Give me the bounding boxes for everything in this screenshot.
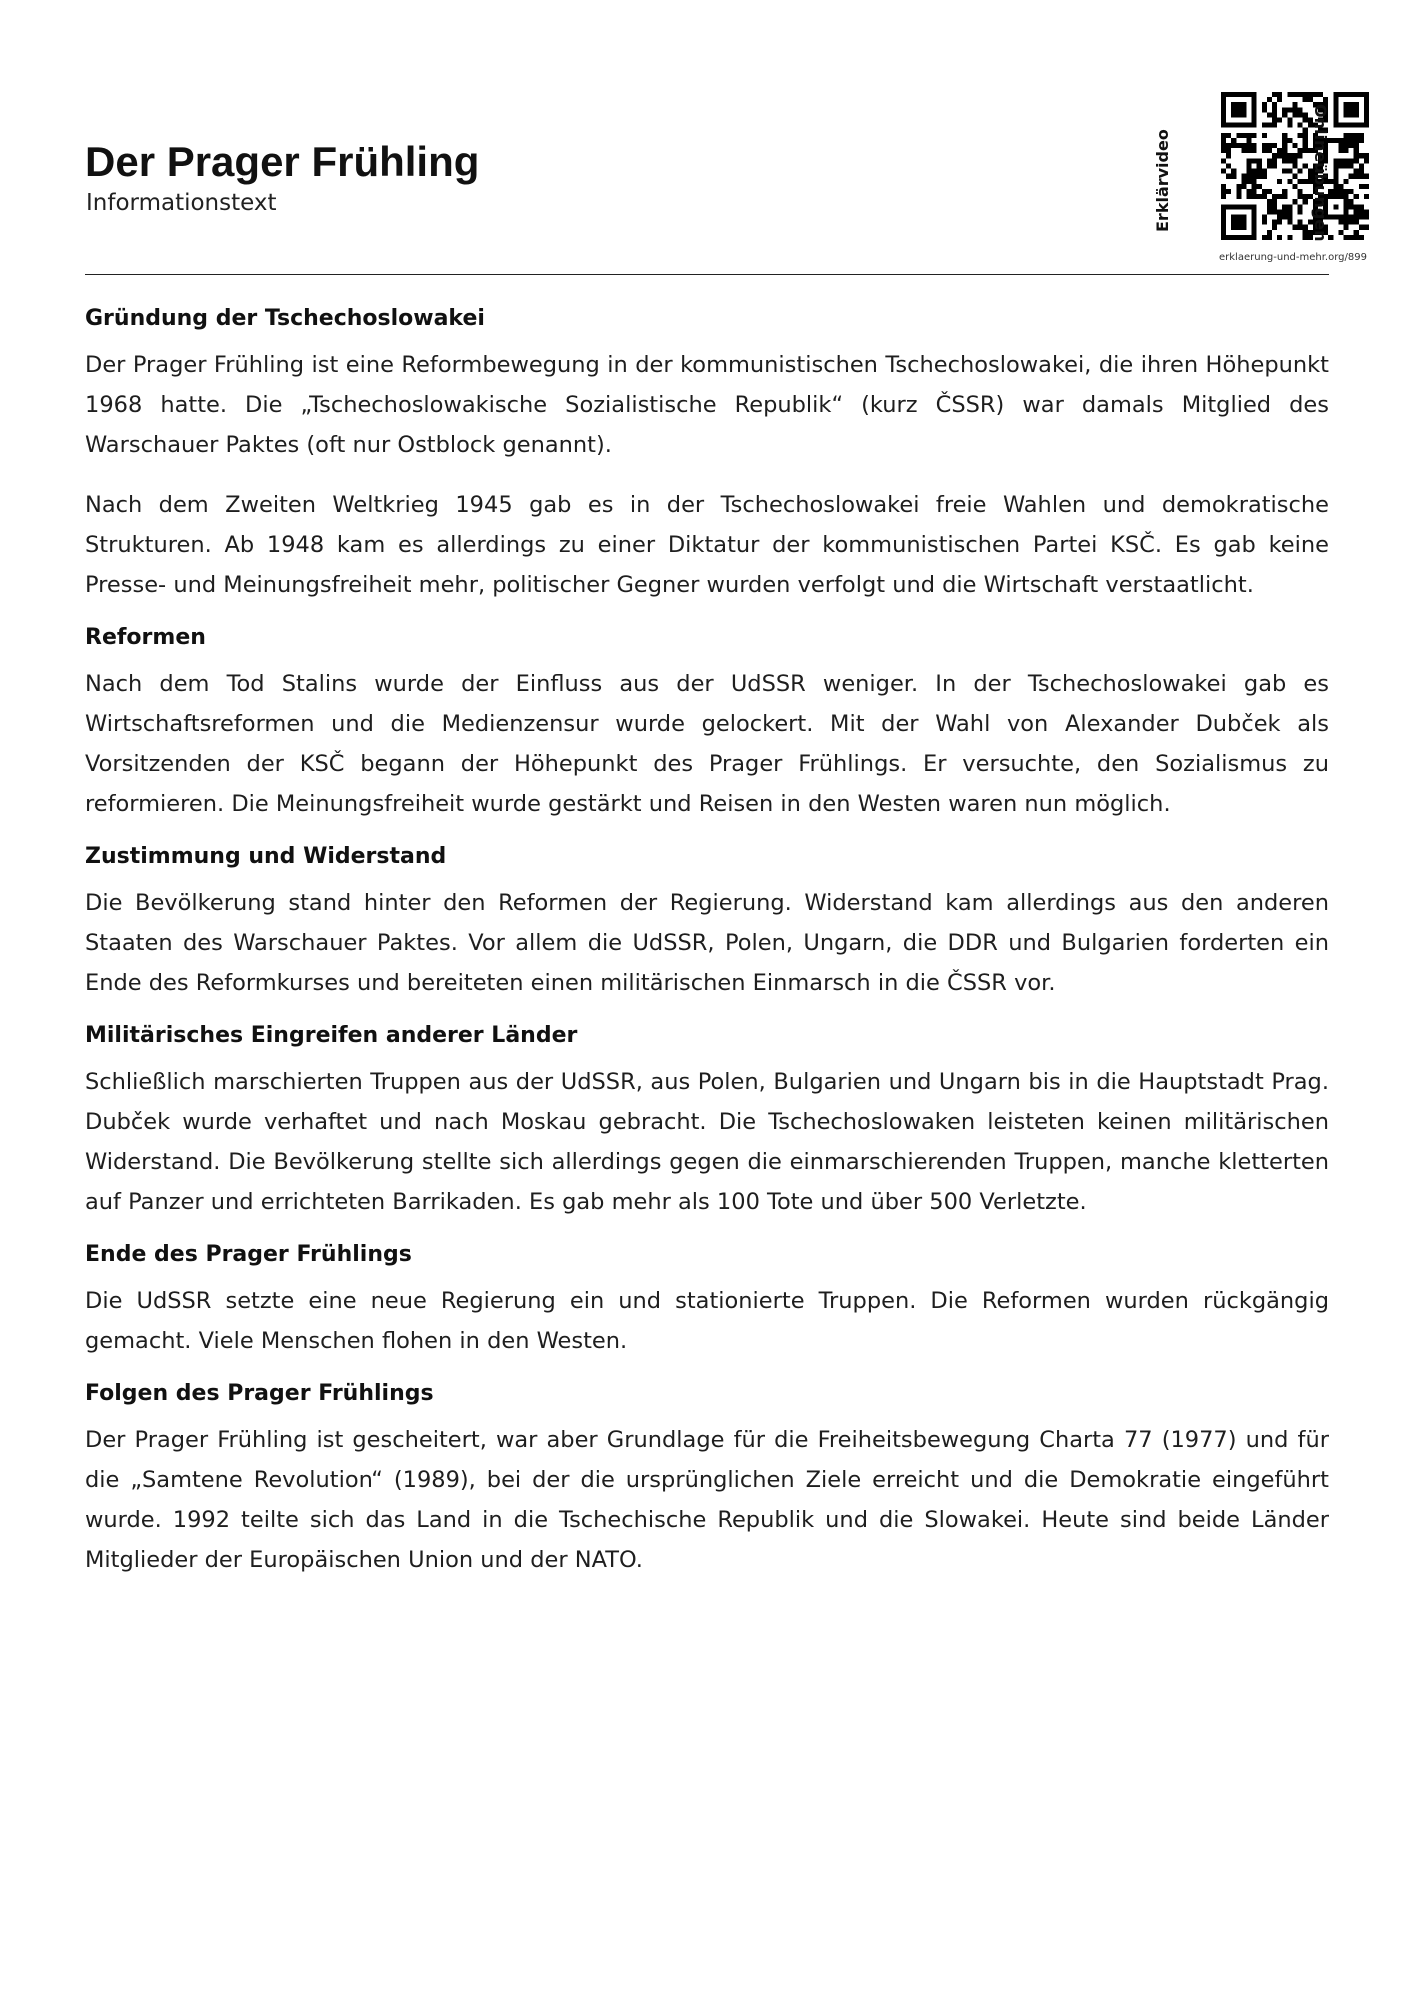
body-paragraph: Nach dem Zweiten Weltkrieg 1945 gab es in der Tschechoslowakei freie Wahlen und demokratische Strukturen. Ab 1948 kam es allerdings zu einer Diktatur der kommunistischen Partei KSČ. Es gab keine Presse- und Meinungsfreiheit mehr, politischer Gegner wurden verfolgt und die Wirtschaft verstaatlicht. (85, 492, 1329, 598)
page-subtitle: Informationstext (86, 190, 277, 216)
section-heading: Folgen des Prager Frühlings (85, 1381, 434, 1406)
section-heading: Militärisches Eingreifen anderer Länder (85, 1023, 578, 1048)
section-heading: Zustimmung und Widerstand (85, 844, 447, 869)
video-label: Erklärvideo (1153, 129, 1172, 232)
text-section (85, 1242, 1329, 1361)
section-heading: Reformen (85, 625, 206, 650)
main-content (85, 306, 1329, 1600)
text-section (85, 1023, 1329, 1222)
body-paragraph: Der Prager Frühling ist eine Reformbewegung in der kommunistischen Tschechoslowakei, die ihren Höhepunkt 1968 hatte. Die „Tschechoslowakische Sozialistische Republik“ (kurz ČSSR) war damals Mitglied des Warschauer Paktes (oft nur Ostblock genannt). (85, 352, 1329, 458)
page-header (85, 0, 1367, 276)
body-paragraph: Der Prager Frühling ist gescheitert, war aber Grundlage für die Freiheitsbewegung Charta 77 (1977) und für die „Samtene Revolution“ (1989), bei der die ursprünglichen Ziele erreicht und die Demokratie eingeführt wurde. 1992 teilte sich das Land in die Tschechische Republik und die Slowakei. Heute sind beide Länder Mitglieder der Europäischen Union und der NATO. (85, 1427, 1329, 1573)
qr-code-icon[interactable] (1221, 92, 1369, 240)
exercises-label: Onlineübungen (1311, 104, 1330, 242)
text-section (85, 625, 1329, 824)
body-paragraph: Schließlich marschierten Truppen aus der UdSSR, aus Polen, Bulgarien und Ungarn bis in die Hauptstadt Prag. Dubček wurde verhaftet und nach Moskau gebracht. Die Tschechoslowaken leisteten keinen militärischen Widerstand. Die Bevölkerung stellte sich allerdings gegen die einmarschierenden Truppen, manche kletterten auf Panzer und errichteten Barrikaden. Es gab mehr als 100 Tote und über 500 Verletzte. (85, 1069, 1329, 1215)
header-divider (85, 274, 1329, 275)
page-title: Der Prager Frühling (85, 138, 480, 185)
body-paragraph: Nach dem Tod Stalins wurde der Einfluss aus der UdSSR weniger. In der Tschechoslowakei gab es Wirtschaftsreformen und die Medienzensur wurde gelockert. Mit der Wahl von Alexander Dubček als Vorsitzenden der KSČ begann der Höhepunkt des Prager Frühlings. Er versuchte, den Sozialismus zu reformieren. Die Meinungsfreiheit wurde gestärkt und Reisen in den Westen waren nun möglich. (85, 671, 1329, 817)
section-heading: Ende des Prager Frühlings (85, 1242, 412, 1267)
body-paragraph: Die UdSSR setzte eine neue Regierung ein und stationierte Truppen. Die Reformen wurden rückgängig gemacht. Viele Menschen flohen in den Westen. (85, 1288, 1329, 1354)
qr-url: erklaerung-und-mehr.org/899 (1219, 252, 1367, 263)
text-section (85, 1381, 1329, 1580)
section-heading: Gründung der Tschechoslowakei (85, 306, 485, 331)
text-section (85, 844, 1329, 1003)
qr-link-block (1085, 92, 1367, 270)
text-section (85, 306, 1329, 605)
body-paragraph: Die Bevölkerung stand hinter den Reformen der Regierung. Widerstand kam allerdings aus den anderen Staaten des Warschauer Paktes. Vor allem die UdSSR, Polen, Ungarn, die DDR und Bulgarien forderten ein Ende des Reformkurses und bereiteten einen militärischen Einmarsch in die ČSSR vor. (85, 890, 1329, 996)
